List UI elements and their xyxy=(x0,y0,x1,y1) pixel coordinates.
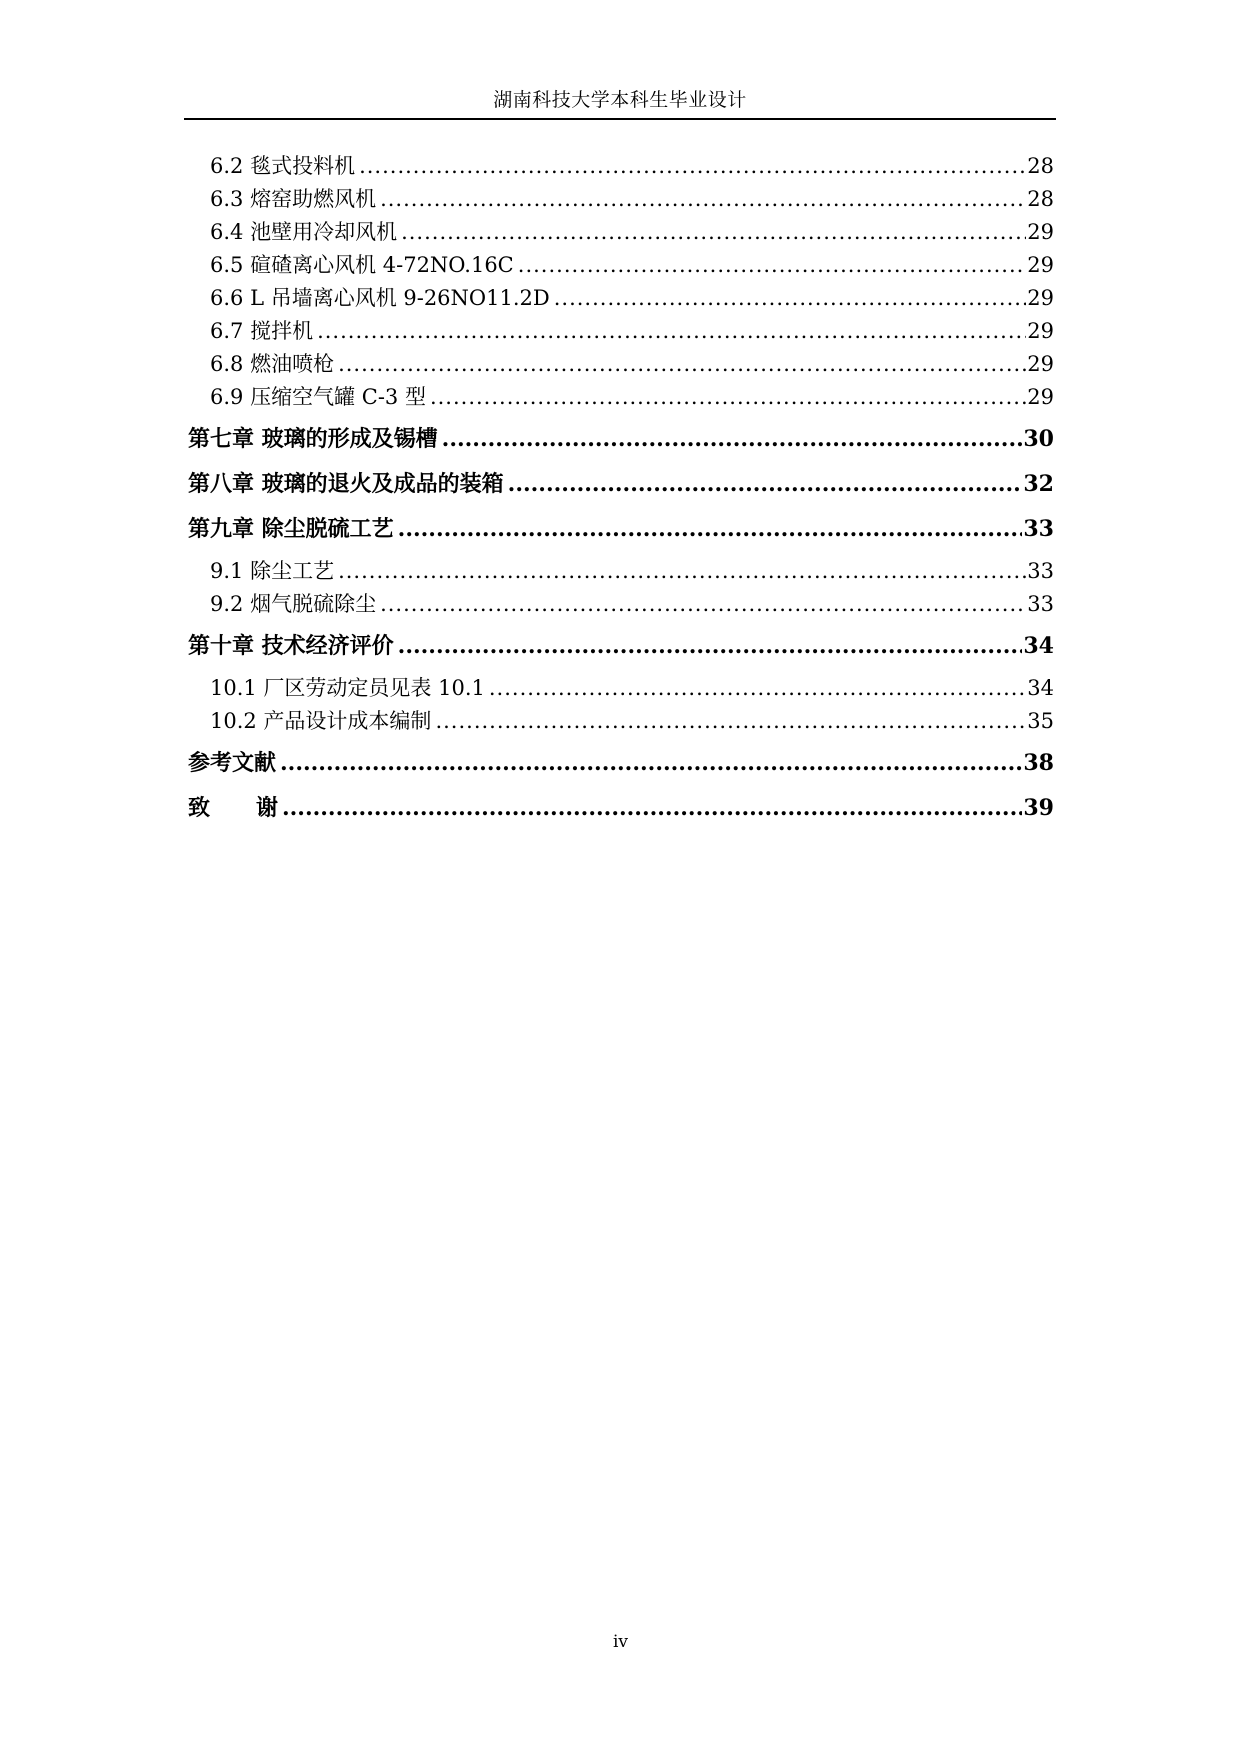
toc-leader-dots xyxy=(338,348,1026,381)
toc-entry-label: 6.6 L 吊墙离心风机 9-26NO11.2D xyxy=(210,286,550,310)
toc-entry-label: 10.2 产品设计成本编制 xyxy=(210,709,432,733)
toc-chapter-entry[interactable] xyxy=(188,624,1054,669)
table-of-contents xyxy=(188,150,1054,831)
toc-entry[interactable] xyxy=(188,249,1054,282)
toc-leader-dots xyxy=(398,507,1023,552)
toc-entry-page: 29 xyxy=(1027,352,1054,376)
toc-entry-page: 29 xyxy=(1027,253,1054,277)
toc-chapter-label: 致 谢 xyxy=(188,795,278,821)
toc-entry-label: 6.5 碹碴离心风机 4-72NO.16C xyxy=(210,253,514,277)
toc-leader-dots xyxy=(430,381,1026,414)
toc-entry[interactable] xyxy=(188,381,1054,414)
page-number: iv xyxy=(612,1632,629,1652)
toc-leader-dots xyxy=(317,315,1026,348)
toc-leader-dots xyxy=(338,555,1026,588)
toc-entry[interactable] xyxy=(188,216,1054,249)
toc-leader-dots xyxy=(280,741,1022,786)
toc-chapter-label: 第九章 除尘脱硫工艺 xyxy=(188,516,394,542)
toc-entry-label: 6.2 毯式投料机 xyxy=(210,154,356,178)
toc-entry-label: 6.4 池壁用冷却风机 xyxy=(210,220,398,244)
toc-chapter-page: 39 xyxy=(1023,795,1054,821)
toc-entry-page: 34 xyxy=(1027,676,1054,700)
toc-entry-label: 6.3 熔窑助燃风机 xyxy=(210,187,377,211)
toc-leader-dots xyxy=(554,282,1027,315)
toc-entry-page: 29 xyxy=(1027,286,1054,310)
toc-chapter-entry[interactable] xyxy=(188,417,1054,462)
toc-leader-dots xyxy=(282,786,1022,831)
toc-chapter-label: 第十章 技术经济评价 xyxy=(188,633,394,659)
toc-leader-dots xyxy=(401,216,1026,249)
toc-chapter-entry[interactable] xyxy=(188,507,1054,552)
toc-chapter-label: 第七章 玻璃的形成及锡槽 xyxy=(188,426,438,452)
toc-entry-page: 33 xyxy=(1027,559,1054,583)
toc-entry[interactable] xyxy=(188,183,1054,216)
toc-entry[interactable] xyxy=(188,705,1054,738)
toc-entry-label: 9.2 烟气脱硫除尘 xyxy=(210,592,377,616)
toc-entry-page: 35 xyxy=(1027,709,1054,733)
toc-entry-page: 28 xyxy=(1027,154,1054,178)
toc-entry-label: 9.1 除尘工艺 xyxy=(210,559,335,583)
toc-leader-dots xyxy=(380,183,1026,216)
toc-chapter-page: 30 xyxy=(1023,426,1054,452)
toc-leader-dots xyxy=(442,417,1023,462)
toc-entry[interactable] xyxy=(188,315,1054,348)
toc-entry-page: 29 xyxy=(1027,385,1054,409)
toc-leader-dots xyxy=(398,624,1023,669)
toc-entry[interactable] xyxy=(188,672,1054,705)
toc-leader-dots xyxy=(380,588,1026,621)
toc-chapter-label: 参考文献 xyxy=(188,750,277,776)
toc-chapter-page: 38 xyxy=(1023,750,1054,776)
toc-leader-dots xyxy=(518,249,1027,282)
toc-entry-label: 10.1 厂区劳动定员见表 10.1 xyxy=(210,676,485,700)
toc-chapter-page: 34 xyxy=(1023,633,1054,659)
toc-leader-dots xyxy=(489,672,1026,705)
toc-entry-label: 6.9 压缩空气罐 C-3 型 xyxy=(210,385,426,409)
toc-chapter-entry[interactable] xyxy=(188,741,1054,786)
toc-entry-page: 33 xyxy=(1027,592,1054,616)
toc-chapter-entry[interactable] xyxy=(188,462,1054,507)
toc-entry[interactable] xyxy=(188,588,1054,621)
toc-chapter-page: 32 xyxy=(1023,471,1054,497)
toc-chapter-label: 第八章 玻璃的退火及成品的装箱 xyxy=(188,471,504,497)
toc-entry-label: 6.8 燃油喷枪 xyxy=(210,352,335,376)
toc-entry[interactable] xyxy=(188,348,1054,381)
page-header-title: 湖南科技大学本科生毕业设计 xyxy=(493,89,747,111)
toc-chapter-page: 33 xyxy=(1023,516,1054,542)
header-rule xyxy=(184,118,1056,120)
toc-entry-page: 28 xyxy=(1027,187,1054,211)
toc-entry-label: 6.7 搅拌机 xyxy=(210,319,314,343)
toc-entry[interactable] xyxy=(188,555,1054,588)
toc-leader-dots xyxy=(508,462,1023,507)
toc-entry-page: 29 xyxy=(1027,319,1054,343)
toc-entry-page: 29 xyxy=(1027,220,1054,244)
toc-leader-dots xyxy=(435,705,1026,738)
toc-leader-dots xyxy=(359,150,1026,183)
toc-entry[interactable] xyxy=(188,150,1054,183)
toc-chapter-entry[interactable] xyxy=(188,786,1054,831)
toc-entry[interactable] xyxy=(188,282,1054,315)
